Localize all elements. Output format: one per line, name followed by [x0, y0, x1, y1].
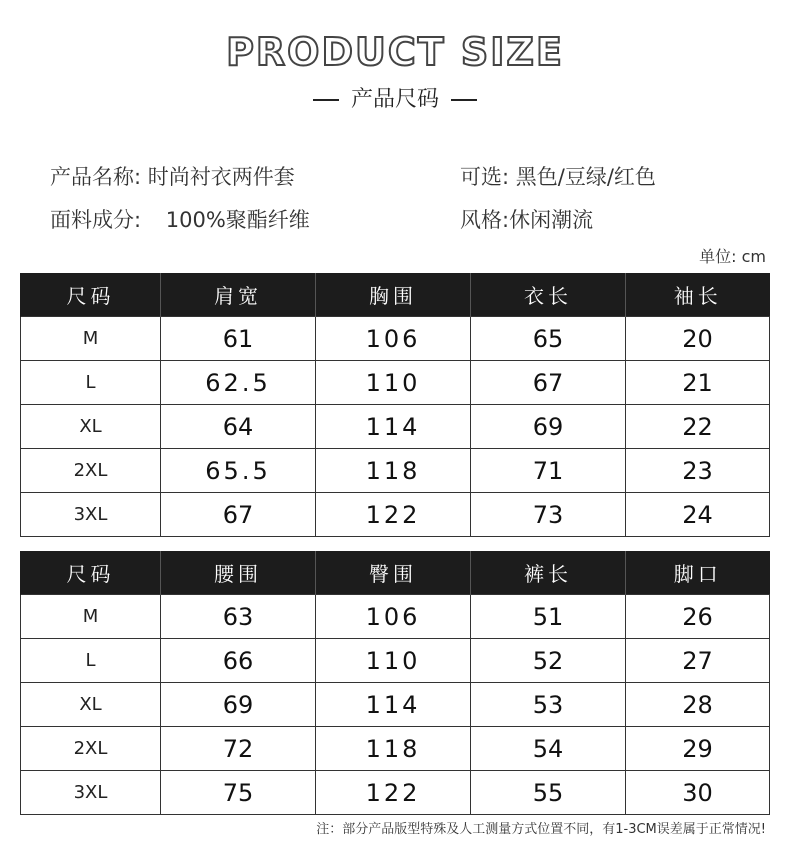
product-name-row	[50, 161, 295, 191]
measurement-cell: 27	[626, 639, 770, 683]
measurement-cell: 21	[626, 361, 770, 405]
unit-label: 单位: cm	[699, 247, 766, 266]
subtitle-dash-left	[313, 99, 339, 101]
measurement-cell: 30	[626, 771, 770, 815]
subtitle-text: 产品尺码	[350, 87, 439, 112]
table-header-row	[21, 273, 770, 317]
column-header: 脚口	[626, 551, 770, 595]
material-label: 面料成分:	[50, 208, 142, 232]
table-row	[21, 405, 770, 449]
column-header: 袖长	[626, 273, 770, 317]
measurement-cell: 24	[626, 493, 770, 537]
measurement-cell: 122	[316, 771, 471, 815]
table-row	[21, 493, 770, 537]
measurement-cell: 69	[161, 683, 316, 727]
material-value: 100%聚酯纤维	[165, 208, 310, 232]
column-header: 胸围	[316, 273, 471, 317]
measurement-cell: 28	[626, 683, 770, 727]
measurement-note: 注：部分产品版型特殊及人工测量方式位置不同，有1-3CM误差属于正常情况!	[316, 822, 766, 837]
measurement-cell: 65	[471, 317, 626, 361]
table-row	[21, 771, 770, 815]
material-row	[50, 204, 310, 234]
size-cell: 3XL	[21, 493, 161, 537]
subtitle-dash-right	[451, 99, 477, 101]
measurement-cell: 106	[316, 317, 471, 361]
measurement-cell: 22	[626, 405, 770, 449]
measurement-cell: 118	[316, 727, 471, 771]
table-row	[21, 639, 770, 683]
measurement-cell: 23	[626, 449, 770, 493]
table-header-row	[21, 551, 770, 595]
page-title: PRODUCT SIZE	[226, 30, 564, 74]
measurement-cell: 52	[471, 639, 626, 683]
measurement-cell: 53	[471, 683, 626, 727]
page-subtitle	[0, 82, 790, 113]
size-cell: XL	[21, 683, 161, 727]
measurement-cell: 54	[471, 727, 626, 771]
size-cell: 2XL	[21, 727, 161, 771]
column-header: 衣长	[471, 273, 626, 317]
measurement-cell: 29	[626, 727, 770, 771]
size-cell: 3XL	[21, 771, 161, 815]
style-row	[460, 204, 593, 234]
measurement-cell: 71	[471, 449, 626, 493]
column-header: 尺码	[21, 551, 161, 595]
style-label: 风格:	[460, 208, 510, 232]
measurement-cell: 114	[316, 405, 471, 449]
measurement-cell: 65.5	[161, 449, 316, 493]
table-row	[21, 595, 770, 639]
column-header: 腰围	[161, 551, 316, 595]
table-row	[21, 683, 770, 727]
measurement-cell: 69	[471, 405, 626, 449]
bottom-size-table	[20, 551, 770, 815]
measurement-cell: 72	[161, 727, 316, 771]
measurement-cell: 122	[316, 493, 471, 537]
column-header: 尺码	[21, 273, 161, 317]
size-cell: L	[21, 361, 161, 405]
measurement-cell: 63	[161, 595, 316, 639]
column-header: 臀围	[316, 551, 471, 595]
size-cell: XL	[21, 405, 161, 449]
measurement-cell: 67	[161, 493, 316, 537]
measurement-cell: 64	[161, 405, 316, 449]
measurement-cell: 75	[161, 771, 316, 815]
measurement-cell: 67	[471, 361, 626, 405]
size-cell: 2XL	[21, 449, 161, 493]
style-value: 休闲潮流	[509, 208, 594, 232]
table-row	[21, 449, 770, 493]
product-name-value: 时尚衬衣两件套	[147, 165, 295, 189]
table-row	[21, 727, 770, 771]
product-name-label: 产品名称:	[50, 165, 142, 189]
measurement-cell: 110	[316, 639, 471, 683]
measurement-cell: 110	[316, 361, 471, 405]
size-cell: L	[21, 639, 161, 683]
color-options-value: 黑色/豆绿/红色	[515, 165, 656, 189]
column-header: 肩宽	[161, 273, 316, 317]
measurement-cell: 55	[471, 771, 626, 815]
color-options-row	[460, 161, 656, 191]
measurement-cell: 62.5	[161, 361, 316, 405]
table-row	[21, 361, 770, 405]
measurement-cell: 114	[316, 683, 471, 727]
measurement-cell: 51	[471, 595, 626, 639]
measurement-cell: 20	[626, 317, 770, 361]
measurement-cell: 73	[471, 493, 626, 537]
measurement-cell: 26	[626, 595, 770, 639]
size-cell: M	[21, 595, 161, 639]
color-options-label: 可选:	[460, 165, 510, 189]
measurement-cell: 118	[316, 449, 471, 493]
size-cell: M	[21, 317, 161, 361]
measurement-cell: 66	[161, 639, 316, 683]
table-row	[21, 317, 770, 361]
top-size-table	[20, 273, 770, 537]
measurement-cell: 61	[161, 317, 316, 361]
measurement-cell: 106	[316, 595, 471, 639]
column-header: 裤长	[471, 551, 626, 595]
